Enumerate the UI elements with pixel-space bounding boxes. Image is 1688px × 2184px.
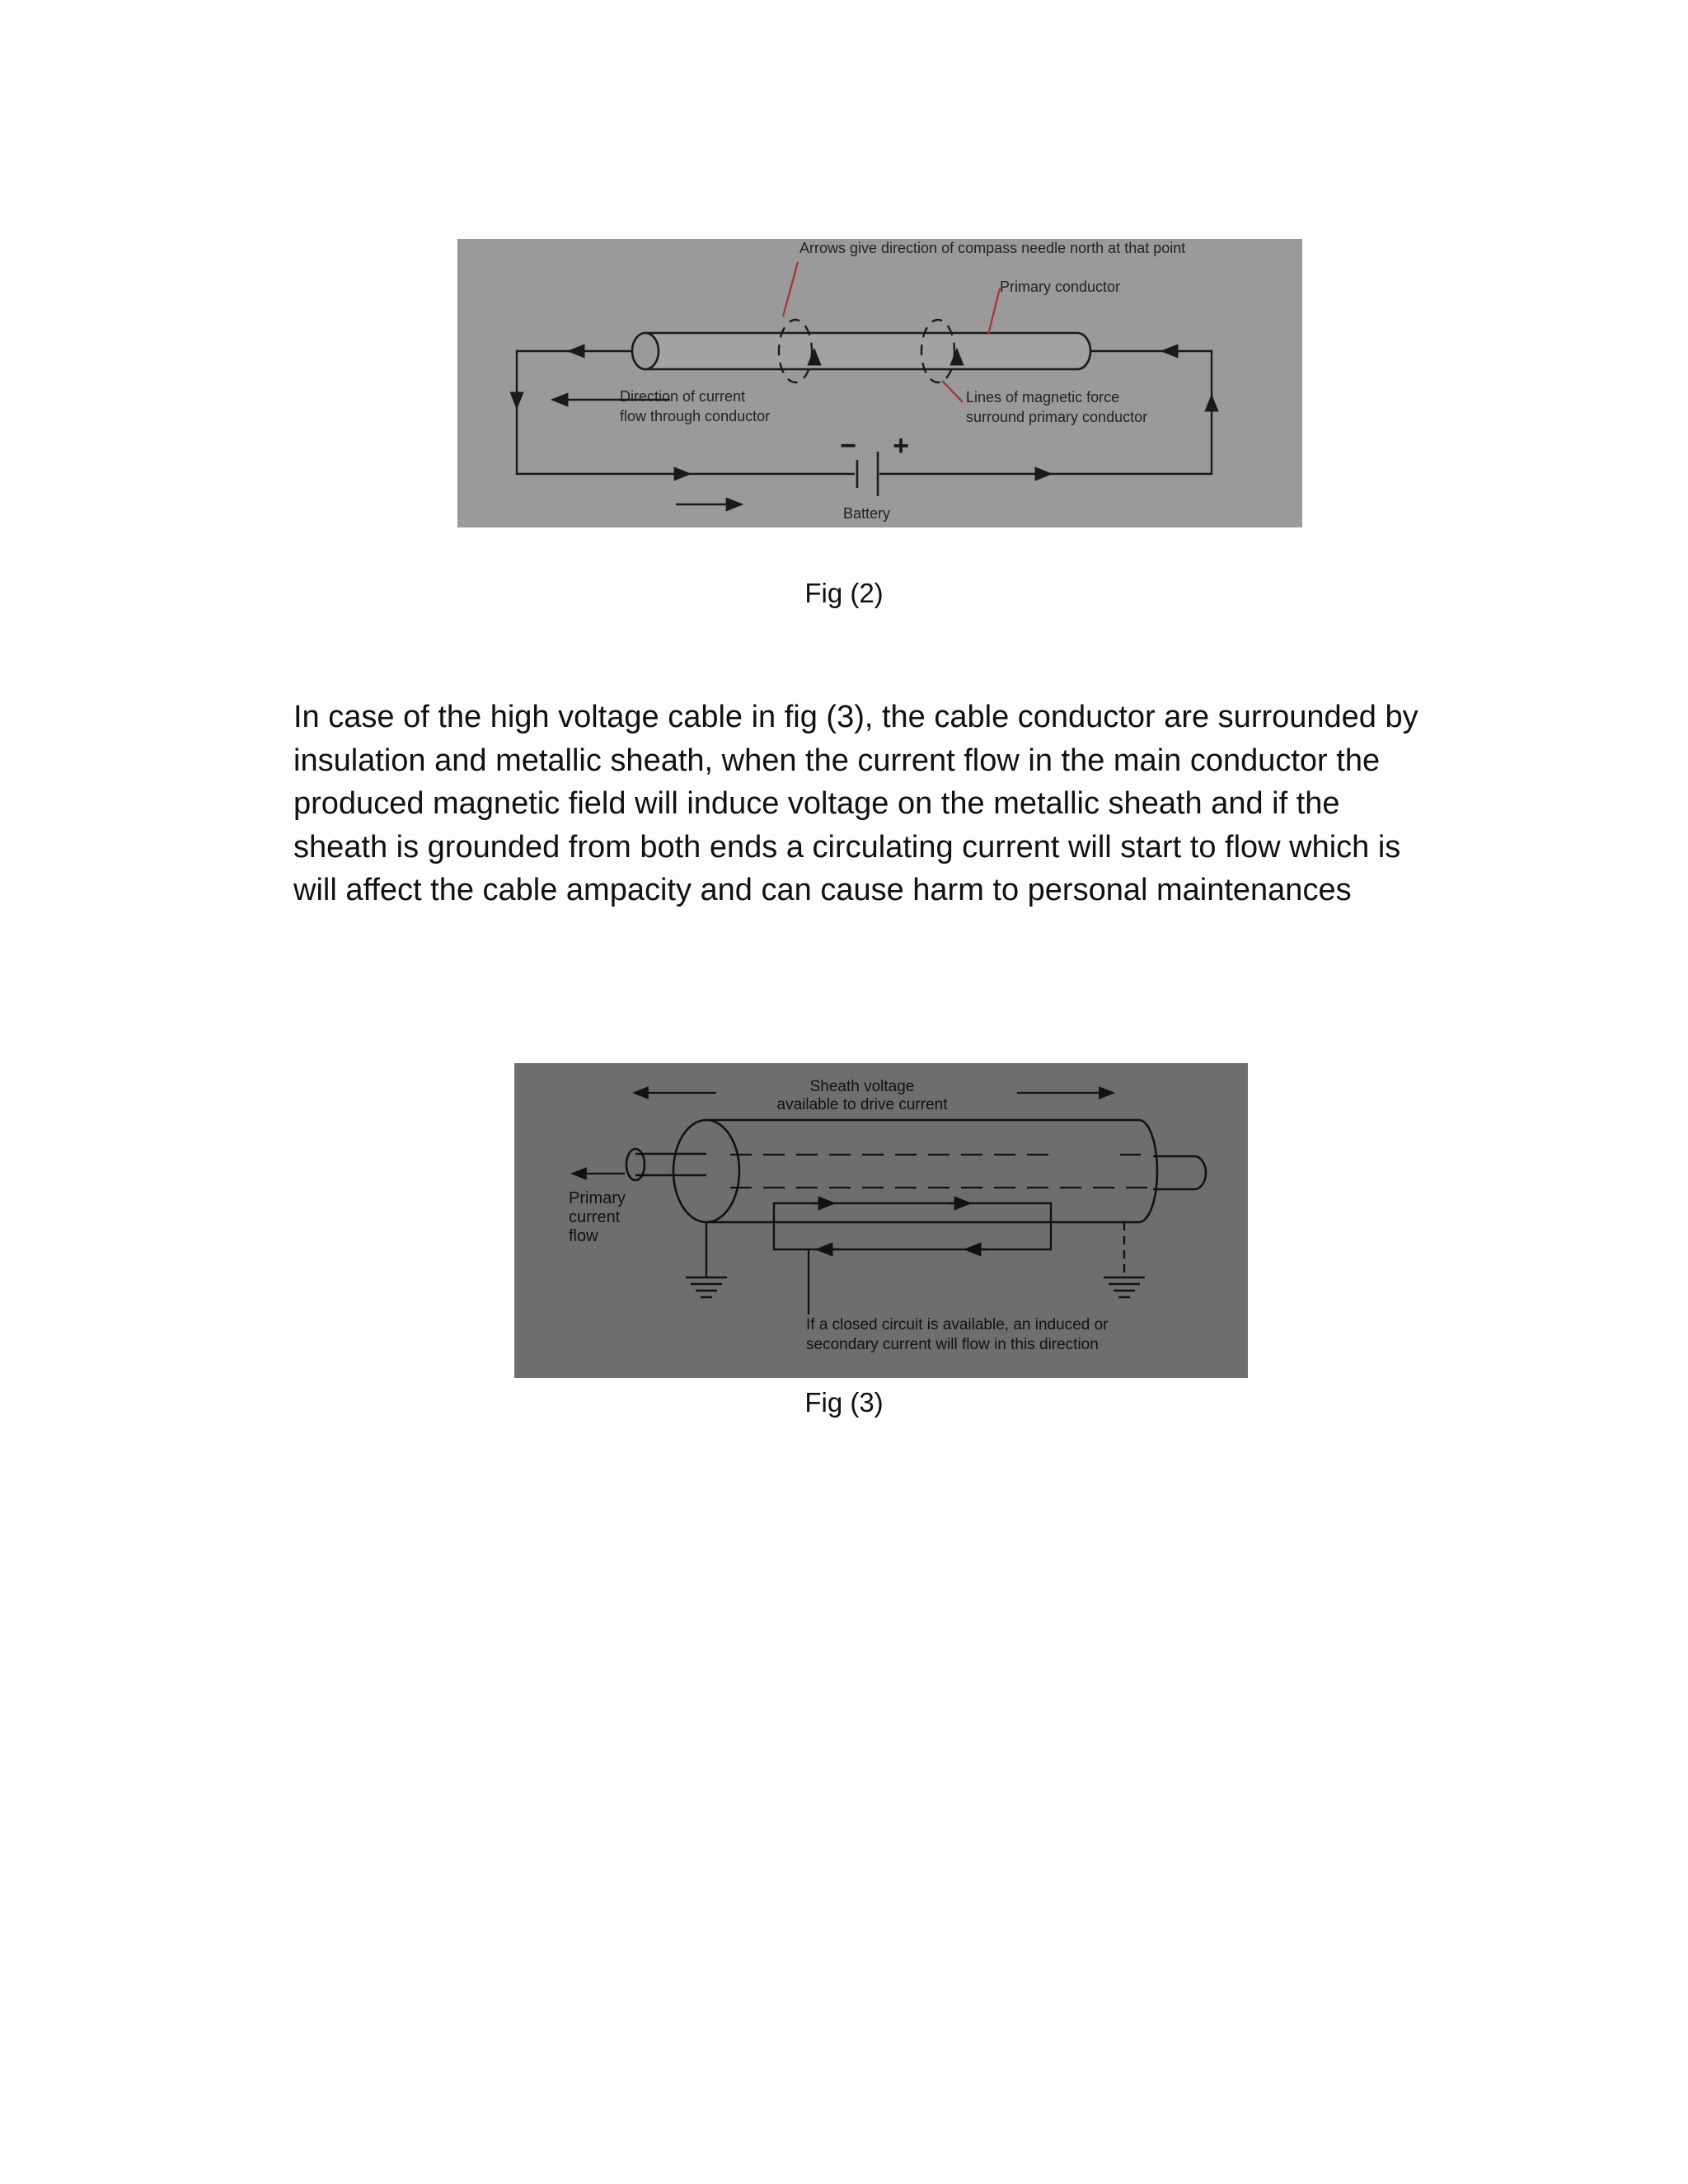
- label-direction-current-1: Direction of current: [620, 388, 746, 405]
- figure-3-caption: Fig (3): [804, 1387, 884, 1418]
- figure-3-diagram: [514, 1063, 1248, 1378]
- paragraph-line-2: insulation and metallic sheath, when the current flow in the main conductor the: [293, 743, 1381, 778]
- label-arrows-compass: Arrows give direction of compass needle north at that point: [799, 240, 1186, 256]
- paragraph-line-1: In case of the high voltage cable in fig (3), the cable conductor are surrounded by: [293, 700, 1418, 734]
- primary-conductor-cylinder: [632, 333, 1090, 369]
- figure-2-caption: Fig (2): [804, 578, 884, 608]
- paragraph-line-4: sheath is grounded from both ends a circulating current will start to flow which is: [293, 829, 1401, 865]
- label-direction-current-2: flow through conductor: [620, 408, 771, 424]
- paragraph-line-3: produced magnetic field will induce voltage on the metallic sheath and if the: [293, 786, 1340, 821]
- body-paragraph: [293, 696, 1480, 912]
- label-primary-conductor: Primary conductor: [1000, 279, 1121, 295]
- battery-plus-sign: +: [893, 430, 909, 462]
- figure-2-diagram: [457, 239, 1302, 527]
- label-primary-1: Primary: [569, 1189, 626, 1207]
- label-lines-magnetic-2: surround primary conductor: [966, 409, 1148, 425]
- label-closed-circuit-1: If a closed circuit is available, an induced or: [806, 1316, 1109, 1333]
- label-closed-circuit-2: secondary current will flow in this direction: [806, 1336, 1099, 1353]
- label-battery: Battery: [843, 505, 891, 522]
- paragraph-line-5: will affect the cable ampacity and can cause harm to personal maintenances: [293, 873, 1352, 907]
- label-sheath-voltage-2: available to drive current: [776, 1096, 948, 1113]
- label-primary-2: current: [569, 1208, 621, 1226]
- figure-2-background: [457, 239, 1302, 527]
- battery-minus-sign: −: [840, 430, 856, 462]
- label-primary-3: flow: [569, 1227, 598, 1245]
- label-sheath-voltage-1: Sheath voltage: [809, 1078, 915, 1095]
- label-lines-magnetic-1: Lines of magnetic force: [966, 389, 1120, 405]
